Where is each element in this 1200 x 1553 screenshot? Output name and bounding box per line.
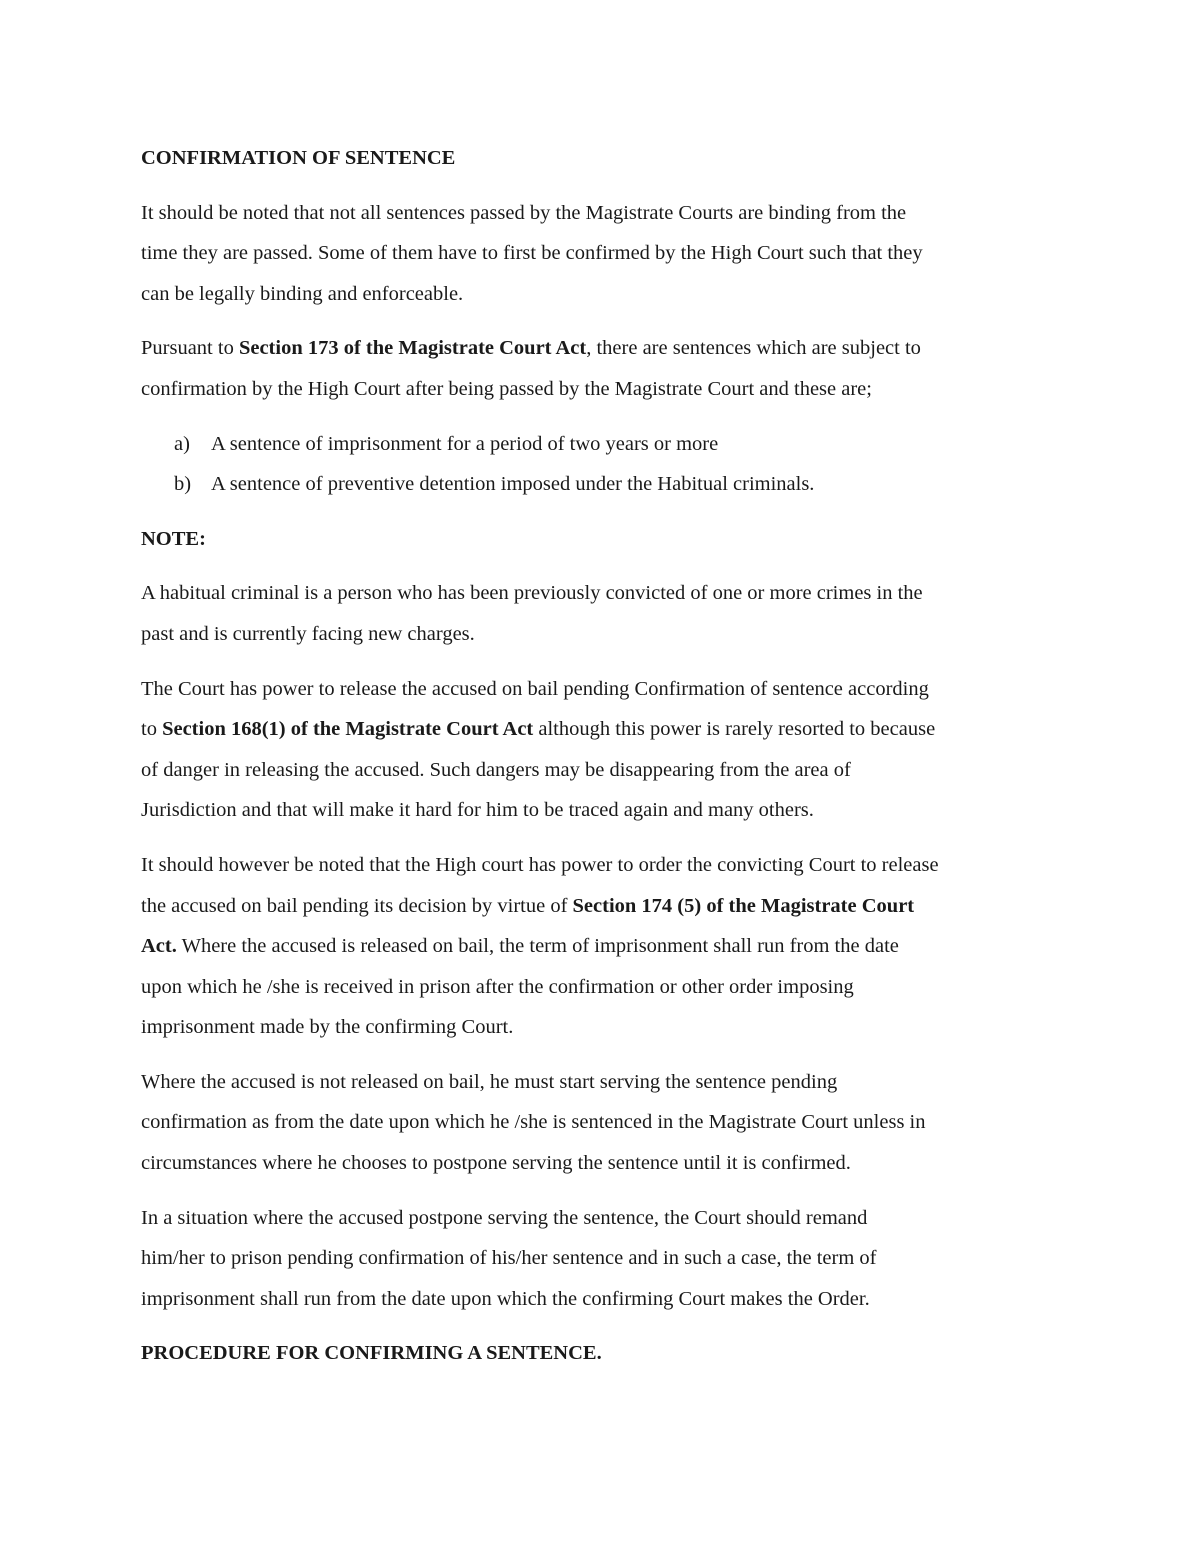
paragraph-line: A habitual criminal is a person who has been previously convicted of one or more crimes in the [141, 582, 923, 605]
paragraph-line: The Court has power to release the accused on bail pending Confirmation of sentence according [141, 677, 929, 700]
paragraph-line [141, 926, 1071, 967]
list-item [141, 464, 1071, 505]
spacer [141, 1184, 1071, 1198]
spacer [141, 179, 1071, 193]
procedure-heading: PROCEDURE FOR CONFIRMING A SENTENCE. [141, 1342, 602, 1365]
paragraph-line: upon which he /she is received in prison after the confirmation or other order imposing [141, 975, 854, 998]
paragraph-line: him/her to prison pending confirmation of his/her sentence and in such a case, the term of [141, 1247, 877, 1270]
paragraph-line: imprisonment made by the confirming Court. [141, 1016, 514, 1039]
paragraph-line: It should be noted that not all sentences passed by the Magistrate Courts are binding from the [141, 201, 907, 224]
paragraph-section-174 [141, 845, 1071, 1048]
paragraph-line [141, 328, 1071, 369]
spacer [141, 1048, 1071, 1062]
list-item [141, 424, 1071, 465]
paragraph-line: circumstances where he chooses to postpone serving the sentence until it is confirmed. [141, 1152, 851, 1175]
paragraph-line: Where the accused is not released on bail, he must start serving the sentence pending [141, 1070, 838, 1093]
list-marker: b) [174, 473, 192, 496]
paragraph-line: It should however be noted that the High court has power to order the convicting Court to release [141, 853, 939, 876]
text-run: Pursuant to [141, 337, 239, 360]
text-run: to [141, 718, 163, 741]
spacer [141, 1319, 1071, 1333]
spacer [141, 831, 1071, 845]
list-item-text: A sentence of imprisonment for a period of two years or more [211, 432, 719, 455]
statute-reference: Section 174 (5) of the Magistrate Court [572, 894, 915, 917]
spacer [141, 410, 1071, 424]
text-run: Where the accused is released on bail, the term of imprisonment shall run from the date [176, 935, 899, 958]
statute-reference: Section 173 of the Magistrate Court Act [238, 337, 587, 360]
paragraph-line: past and is currently facing new charges. [141, 622, 475, 645]
document-page [141, 138, 1071, 1374]
paragraph-intro [141, 193, 1071, 315]
paragraph-line: of danger in releasing the accused. Such dangers may be disappearing from the area of [141, 758, 851, 781]
text-run: the accused on bail pending its decision by virtue of [141, 894, 573, 917]
spacer [141, 505, 1071, 519]
paragraph-line: time they are passed. Some of them have to first be confirmed by the High Court such that they [141, 242, 923, 265]
paragraph-line: Jurisdiction and that will make it hard for him to be traced again and many others. [141, 799, 814, 822]
spacer [141, 655, 1071, 669]
paragraph-line [141, 709, 1071, 750]
paragraph-line: can be legally binding and enforceable. [141, 282, 464, 305]
paragraph-section-173 [141, 328, 1071, 409]
text-run: although this power is rarely resorted to because [533, 718, 936, 741]
paragraph-postpone [141, 1198, 1071, 1320]
paragraph-line: In a situation where the accused postpone serving the sentence, the Court should remand [141, 1206, 868, 1229]
paragraph-line [141, 886, 1071, 927]
paragraph-line: confirmation as from the date upon which he /she is sentenced in the Magistrate Court unless in [141, 1111, 926, 1134]
paragraph-not-released [141, 1062, 1071, 1184]
document-title: CONFIRMATION OF SENTENCE [141, 147, 456, 169]
statute-reference: Act. [141, 935, 177, 958]
spacer [141, 559, 1071, 573]
note-heading: NOTE: [141, 527, 206, 550]
list-item-text: A sentence of preventive detention imposed under the Habitual criminals. [211, 473, 815, 496]
paragraph-habitual-criminal [141, 573, 1071, 654]
text-run: , there are sentences which are subject to [586, 337, 921, 360]
paragraph-section-168 [141, 669, 1071, 831]
list-marker: a) [174, 432, 190, 455]
spacer [141, 314, 1071, 328]
paragraph-line: imprisonment shall run from the date upon which the confirming Court makes the Order. [141, 1287, 870, 1310]
statute-reference: Section 168(1) of the Magistrate Court Act [162, 718, 534, 741]
sentence-list [141, 424, 1071, 505]
paragraph-line: confirmation by the High Court after being passed by the Magistrate Court and these are; [141, 377, 872, 400]
